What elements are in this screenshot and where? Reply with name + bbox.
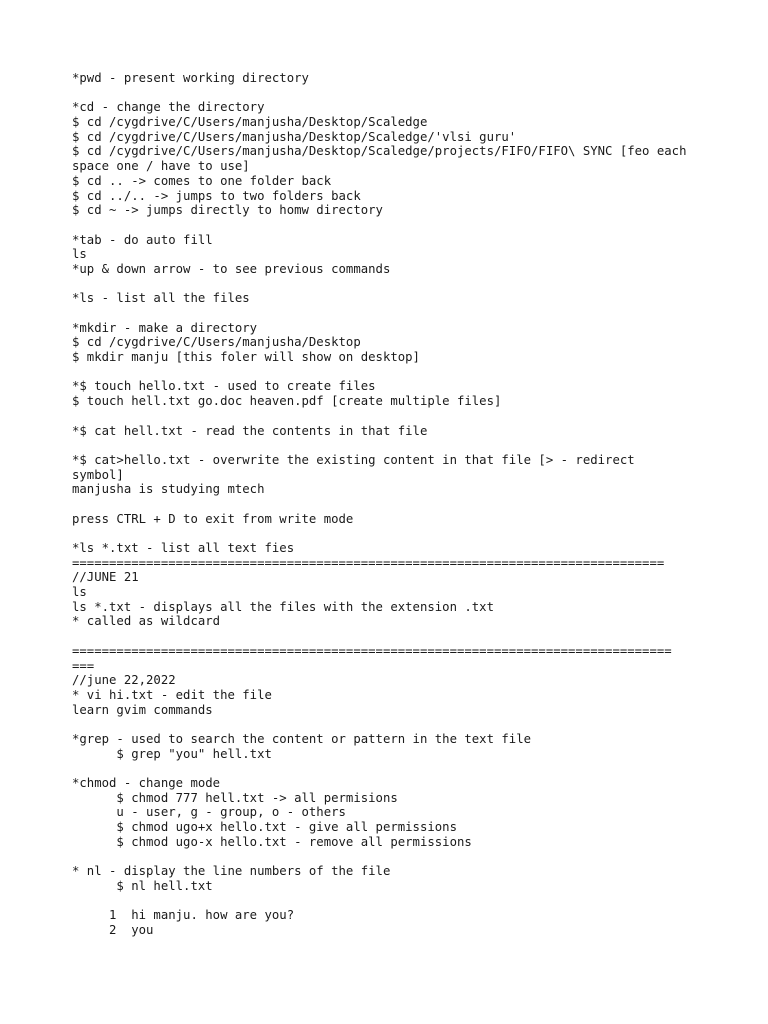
text-line: *grep - used to search the content or pattern in the text file <box>72 731 532 746</box>
blank-line <box>72 761 752 776</box>
blank-line <box>72 306 752 321</box>
text-line: *$ touch hello.txt - used to create files <box>72 379 376 394</box>
blank-line <box>72 629 752 644</box>
text-line: ls *.txt - displays all the files with the extension .txt <box>72 599 494 614</box>
text-line: *pwd - present working directory <box>72 71 309 85</box>
blank-line <box>72 218 752 233</box>
text-line: *tab - do auto fill <box>72 232 213 247</box>
text-line: $ nl hell.txt <box>72 878 213 893</box>
blank-line <box>72 717 752 732</box>
text-line: u - user, g - group, o - others <box>72 805 346 820</box>
text-line: $ cd .. -> comes to one folder back <box>72 173 332 188</box>
text-line: $ touch hell.txt go.doc heaven.pdf [create multiple files] <box>72 394 502 409</box>
blank-line <box>72 409 752 424</box>
text-line: press CTRL + D to exit from write mode <box>72 511 354 526</box>
text-line: ls <box>72 585 87 600</box>
blank-line <box>72 86 752 101</box>
text-line: 1 hi manju. how are you? <box>72 908 295 923</box>
text-line: * vi hi.txt - edit the file <box>72 687 272 702</box>
blank-line <box>72 526 752 541</box>
text-line: === <box>72 658 95 673</box>
text-line: *up & down arrow - to see previous commands <box>72 261 391 276</box>
text-line: //JUNE 21 <box>72 570 139 585</box>
text-line: //june 22,2022 <box>72 673 176 688</box>
text-line: $ cd /cygdrive/C/Users/manjusha/Desktop/Scaledge/'vlsi guru' <box>72 129 517 144</box>
text-line: *cd - change the directory <box>72 100 265 115</box>
text-line: * called as wildcard <box>72 614 221 629</box>
text-line: $ mkdir manju [this foler will show on desktop] <box>72 350 420 365</box>
text-line: $ cd ~ -> jumps directly to homw directory <box>72 203 383 218</box>
text-line: *ls *.txt - list all text fies <box>72 541 295 555</box>
text-line: $ cd /cygdrive/C/Users/manjusha/Desktop/Scaledge/projects/FIFO/FIFO\ SYNC [feo each <box>72 144 687 159</box>
text-line: learn gvim commands <box>72 702 213 717</box>
blank-line <box>72 894 752 909</box>
text-line: $ grep "you" hell.txt <box>72 746 272 761</box>
text-line: *mkdir - make a directory <box>72 320 258 335</box>
text-line: $ chmod 777 hell.txt -> all permisions <box>72 790 398 805</box>
document-body <box>72 71 752 938</box>
text-line: 2 you <box>72 922 154 937</box>
blank-line <box>72 365 752 380</box>
blank-line <box>72 849 752 864</box>
text-line: *ls - list all the files <box>72 291 250 306</box>
blank-line <box>72 277 752 292</box>
blank-line <box>72 438 752 453</box>
text-line: $ cd /cygdrive/C/Users/manjusha/Desktop/Scaledge <box>72 115 428 130</box>
text-line: *chmod - change mode <box>72 776 221 790</box>
text-line: $ chmod ugo-x hello.txt - remove all permissions <box>72 834 472 849</box>
text-line: $ chmod ugo+x hello.txt - give all permissions <box>72 820 457 835</box>
text-line: *$ cat>hello.txt - overwrite the existing content in that file [> - redirect <box>72 452 635 467</box>
text-line: ================================================================================ <box>72 555 665 570</box>
text-line: ls <box>72 247 87 262</box>
text-line: space one / have to use] <box>72 159 250 174</box>
text-line: * nl - display the line numbers of the file <box>72 864 391 879</box>
text-line: ================================================================================= <box>72 643 672 658</box>
text-line: $ cd /cygdrive/C/Users/manjusha/Desktop <box>72 335 361 350</box>
text-line: manjusha is studying mtech <box>72 482 265 497</box>
text-line: symbol] <box>72 467 124 482</box>
text-line: $ cd ../.. -> jumps to two folders back <box>72 188 361 203</box>
text-line: *$ cat hell.txt - read the contents in that file <box>72 423 428 438</box>
blank-line <box>72 497 752 512</box>
